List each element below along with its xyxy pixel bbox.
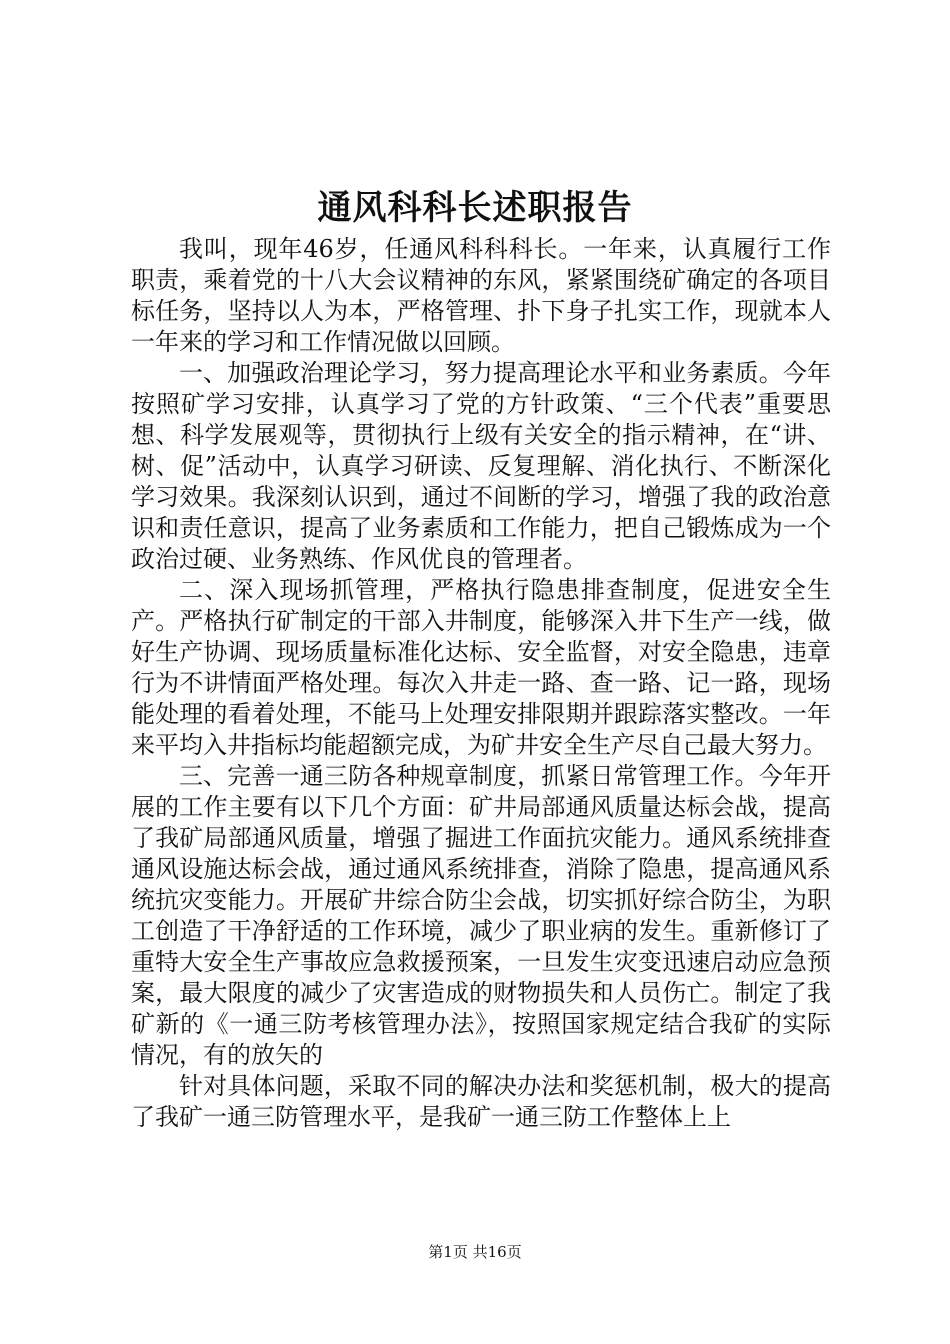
paragraph-section-1: 一、加强政治理论学习，努力提高理论水平和业务素质。今年按照矿学习安排，认真学习了党的方针政策、“三个代表”重要思想、科学发展观等，贯彻执行上级有关安全的指示精神，在“讲、树、促”活动中，认真学习研读、反复理解、消化执行、不断深化学习效果。我深刻认识到，通过不间断的学习，增强了我的政治意识和责任意识，提高了业务素质和工作能力，把自己锻炼成为一个政治过硬、业务熟练、作风优良的管理者。 (131, 359, 831, 573)
document-body (131, 234, 831, 1133)
paragraph-intro: 我叫，现年46岁，任通风科科科长。一年来，认真履行工作职责，乘着党的十八大会议精神的东风，紧紧围绕矿确定的各项目标任务，坚持以人为本，严格管理、扑下身子扎实工作，现就本人一年来的学习和工作情况做以回顾。 (131, 235, 831, 356)
document-title: 通风科科长述职报告 (317, 188, 633, 228)
paragraph-section-3: 三、完善一通三防各种规章制度，抓紧日常管理工作。今年开展的工作主要有以下几个方面：矿井局部通风质量达标会战，提高了我矿局部通风质量，增强了掘进工作面抗灾能力。通风系统排查通风设施达标会战，通过通风系统排查，消除了隐患，提高通风系统抗灾变能力。开展矿井综合防尘会战，切实抓好综合防尘，为职工创造了干净舒适的工作环境，减少了职业病的发生。重新修订了重特大安全生产事故应急救援预案，一旦发生灾变迅速启动应急预案，最大限度的减少了灾害造成的财物损失和人员伤亡。制定了我矿新的《一通三防考核管理办法》，按照国家规定结合我矿的实际情况，有的放矢的 (131, 762, 831, 1069)
paragraph-section-2: 二、深入现场抓管理，严格执行隐患排查制度，促进安全生产。严格执行矿制定的干部入井制度，能够深入井下生产一线，做好生产协调、现场质量标准化达标、安全监督，对安全隐患，违章行为不讲情面严格处理。每次入井走一路、查一路、记一路，现场能处理的看着处理，不能马上处理安排限期并跟踪落实整改。一年来平均入井指标均能超额完成，为矿井安全生产尽自己最大努力。 (131, 576, 831, 759)
page-number-footer: 第1页 共16页 (428, 1243, 522, 1261)
paragraph-continuation: 针对具体问题，采取不同的解决办法和奖惩机制，极大的提高了我矿一通三防管理水平，是我矿一通三防工作整体上上 (131, 1072, 831, 1131)
